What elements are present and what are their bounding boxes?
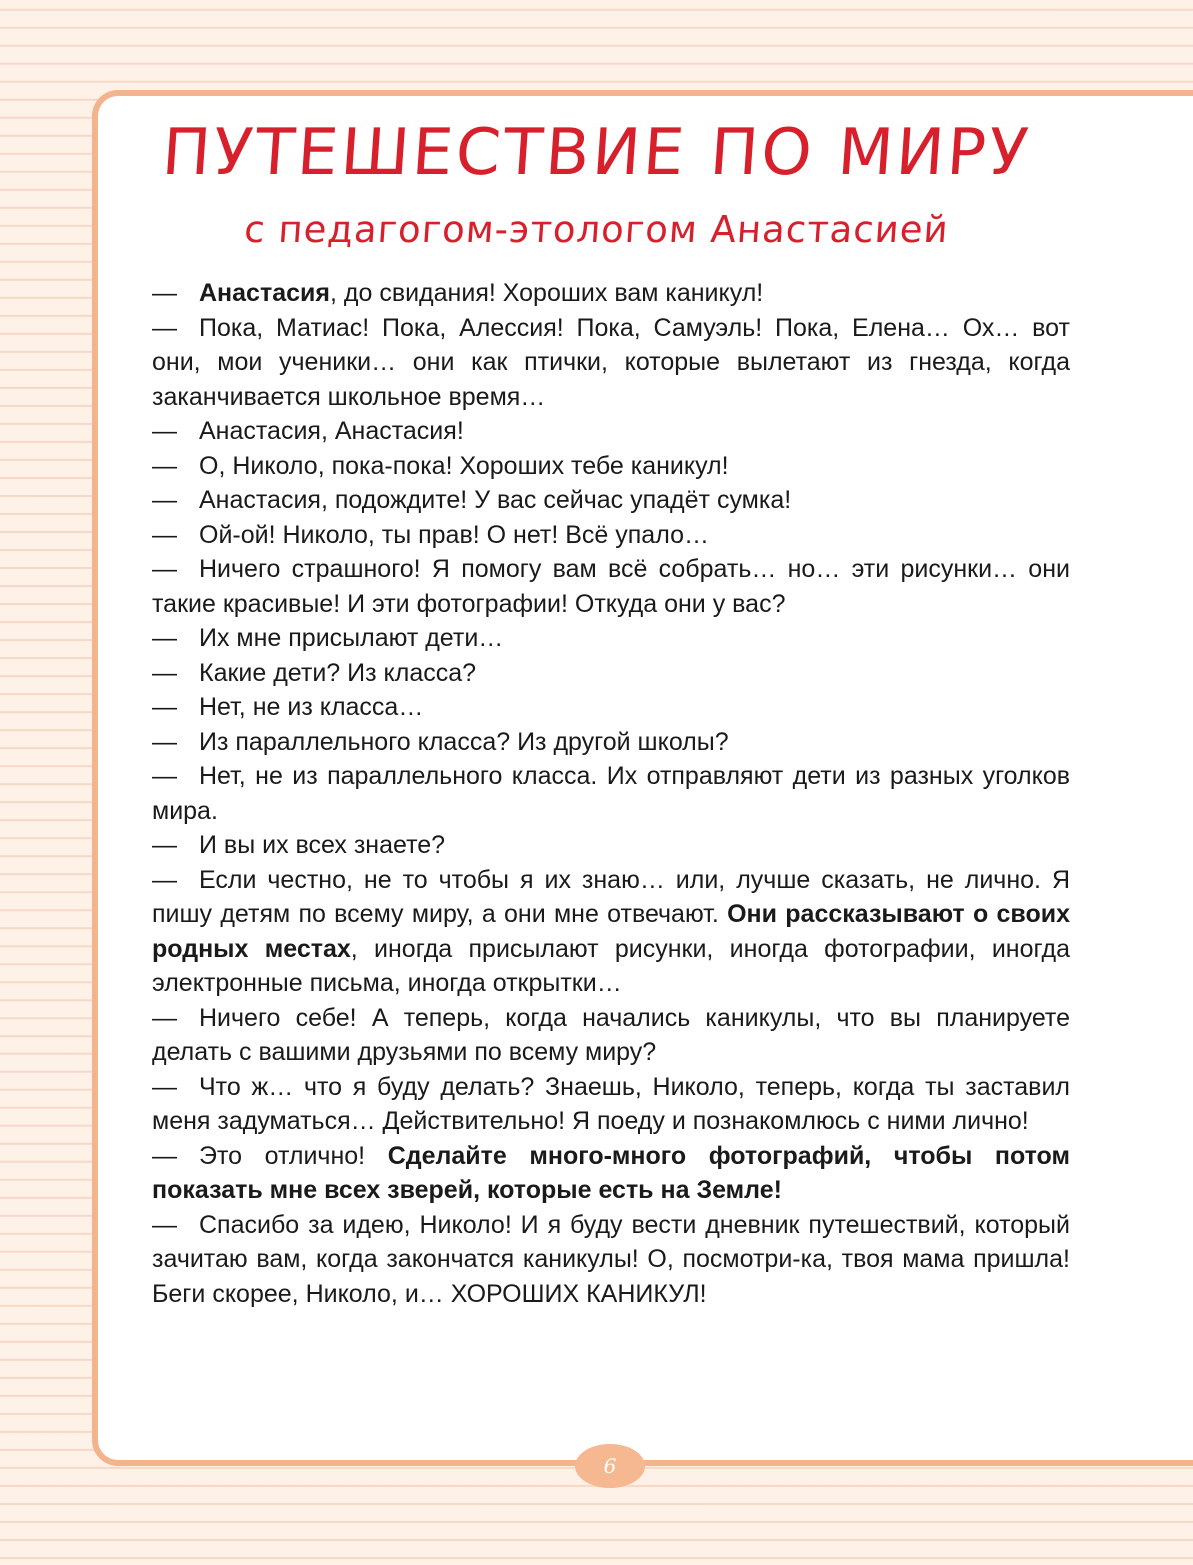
dialogue-line: —Их мне присылают дети… bbox=[152, 624, 504, 652]
dialogue-line: —Нет, не из параллельного класса. Их отправляют дети из разных уголков мира. bbox=[152, 762, 1070, 825]
dialogue-line: —Анастасия, до свидания! Хороших вам каникул! bbox=[152, 279, 764, 307]
dialogue-line: —Ой-ой! Николо, ты прав! О нет! Всё упало… bbox=[152, 520, 709, 549]
dialogue-line: —Ничего страшного! Я помогу вам всё собрать… но… эти рисунки… они такие красивые! И эти фотографии! Откуда они у вас? bbox=[152, 555, 1070, 618]
dialogue-line: —Что ж… что я буду делать? Знаешь, Николо, теперь, когда ты заставил меня задуматься… Действительно! Я поеду и познакомлюсь с ними лично! bbox=[152, 1072, 1070, 1135]
dialogue-line: —Нет, не из класса… bbox=[152, 693, 424, 721]
dialogue-line: —Спасибо за идею, Николо! И я буду вести дневник путешествий, который зачитаю вам, когда закончатся каникулы! О, посмотри-ка, твоя мама пришла! Беги скорее, Николо, и… ХОРОШИХ КАНИКУЛ! bbox=[152, 1210, 1070, 1308]
dialogue-line: —Анастасия, Анастасия! bbox=[152, 417, 464, 445]
dialogue-line: —Это отлично! Сделайте много-много фотографий, чтобы потом показать мне всех зверей, которые есть на Земле! bbox=[152, 1141, 1070, 1204]
dialogue-line: —Пока, Матиас! Пока, Алессия! Пока, Самуэль! Пока, Елена… Ох… вот они, мои ученики… они как птички, которые вылетают из гнезда, когда заканчивается школьное время… bbox=[152, 313, 1070, 411]
page-number: 6 bbox=[575, 1444, 645, 1488]
dialogue-line: —Анастасия, подождите! У вас сейчас упадёт сумка! bbox=[152, 486, 792, 514]
dialogue-line: —И вы их всех знаете? bbox=[152, 831, 446, 859]
dialogue-line: —Ничего себе! А теперь, когда начались каникулы, что вы планируете делать с вашими друзьями по всему миру? bbox=[152, 1003, 1070, 1066]
dialogue-text bbox=[152, 276, 1070, 1311]
dialogue-line: —О, Николо, пока-пока! Хороших тебе каникул! bbox=[152, 451, 729, 480]
dialogue-line: —Какие дети? Из класса? bbox=[152, 658, 477, 687]
page-subtitle: с педагогом-этологом Анастасией bbox=[242, 208, 951, 251]
page-title: ПУТЕШЕСТВИЕ ПО МИРУ bbox=[159, 116, 1034, 190]
dialogue-line: —Из параллельного класса? Из другой школы? bbox=[152, 727, 729, 756]
dialogue-line: —Если честно, не то чтобы я их знаю… или, лучше сказать, не лично. Я пишу детям по всему миру, а они мне отвечают. Они рассказывают о своих родных местах, иногда присылают рисунки, иногда фотографии, иногда электронные письма, иногда открытки… bbox=[152, 865, 1071, 997]
